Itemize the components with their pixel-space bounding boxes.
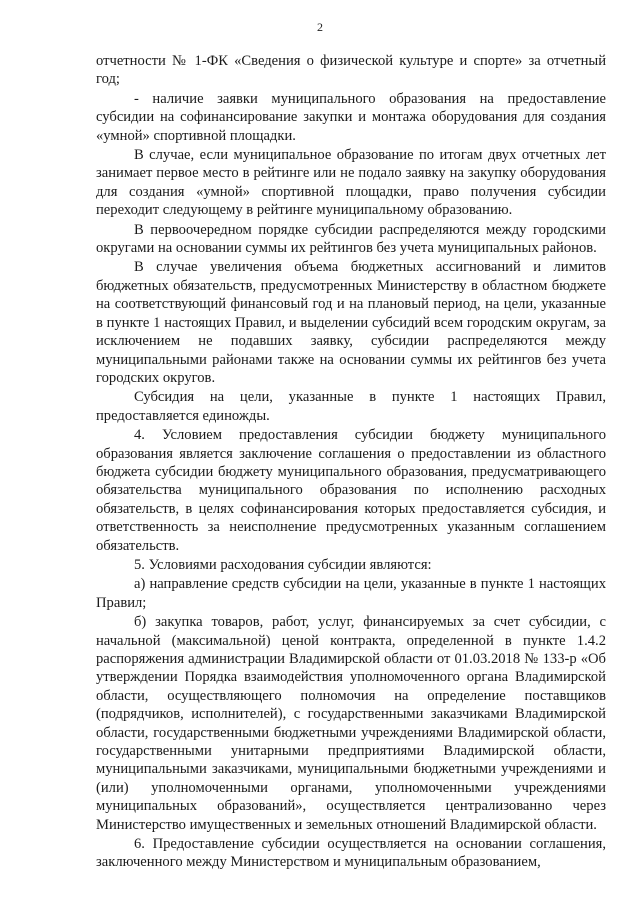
paragraph-item-5a: а) направление средств субсидии на цели, указанные в пункте 1 настоящих Правил;	[96, 576, 606, 611]
paragraph-item-5b: б) закупка товаров, работ, услуг, финансируемых за счет субсидии, с начальной (максимальной) ценой контракта, определенной в пункте 1.4.2 распоряжения администрации Владимирской области от 01.03.2018 № 133-р «Об утверждении Порядка взаимодействия уполномоченного органа Владимирской области, осуществляющего полномочия на определение поставщиков (подрядчиков, исполнителей), с государственными заказчиками Владимирской области, государственными бюджетными учреждениями Владимирской области, государственными унитарными предприятиями Владимирской области, муниципальными заказчиками, муниципальными бюджетными учреждениями и (или) уполномоченными органами, уполномоченными учреждениями муниципальных образований», осуществляется централизованно через Министерство имущественных и земельных отношений Владимирской области.	[96, 614, 606, 833]
document-body	[96, 52, 606, 872]
paragraph-application-condition: - наличие заявки муниципального образования на предоставление субсидии на софинансирование закупки и монтажа оборудования для создания «умной» спортивной площадки.	[96, 90, 606, 144]
paragraph-item-4: 4. Условием предоставления субсидии бюджету муниципального образования является заключение соглашения о предоставлении из областного бюджета субсидии бюджету муниципального образования, предусматривающего обязательства муниципального образования по исполнению расходных обязательств, в целях софинансирования которых предоставляется субсидия, и ответственность за неисполнение предусмотренных указанным соглашением обязательств.	[96, 427, 606, 554]
page-number: 2	[317, 20, 323, 34]
paragraph-reporting-continuation: отчетности № 1-ФК «Сведения о физической культуре и спорте» за отчетный год;	[96, 53, 606, 88]
paragraph-item-6: 6. Предоставление субсидии осуществляется на основании соглашения, заключенного между Министерством и муниципальным образованием,	[96, 836, 606, 871]
paragraph-priority-distribution: В первоочередном порядке субсидии распределяются между городскими округами на основании суммы их рейтингов без учета муниципальных районов.	[96, 221, 606, 257]
paragraph-rating-transfer: В случае, если муниципальное образование по итогам двух отчетных лет занимает первое место в рейтинге или не подало заявку на закупку оборудования для создания «умной» спортивной площадки, право получения субсидии переходит следующему в рейтинге муниципальному образованию.	[96, 147, 606, 219]
paragraph-item-5: 5. Условиями расходования субсидии являются:	[134, 556, 432, 573]
paragraph-single-grant: Субсидия на цели, указанные в пункте 1 настоящих Правил, предоставляется единожды.	[96, 389, 606, 424]
paragraph-budget-increase: В случае увеличения объема бюджетных ассигнований и лимитов бюджетных обязательств, предусмотренных Министерству в областном бюджете на соответствующий финансовый год и на плановый период, на цели, указанные в пункте 1 настоящих Правил, и выделении субсидий всем городским округам, за исключением не подавших заявку, субсидии распределяются между муниципальными районами также на основании суммы их рейтингов без учета городских округов.	[96, 259, 606, 386]
